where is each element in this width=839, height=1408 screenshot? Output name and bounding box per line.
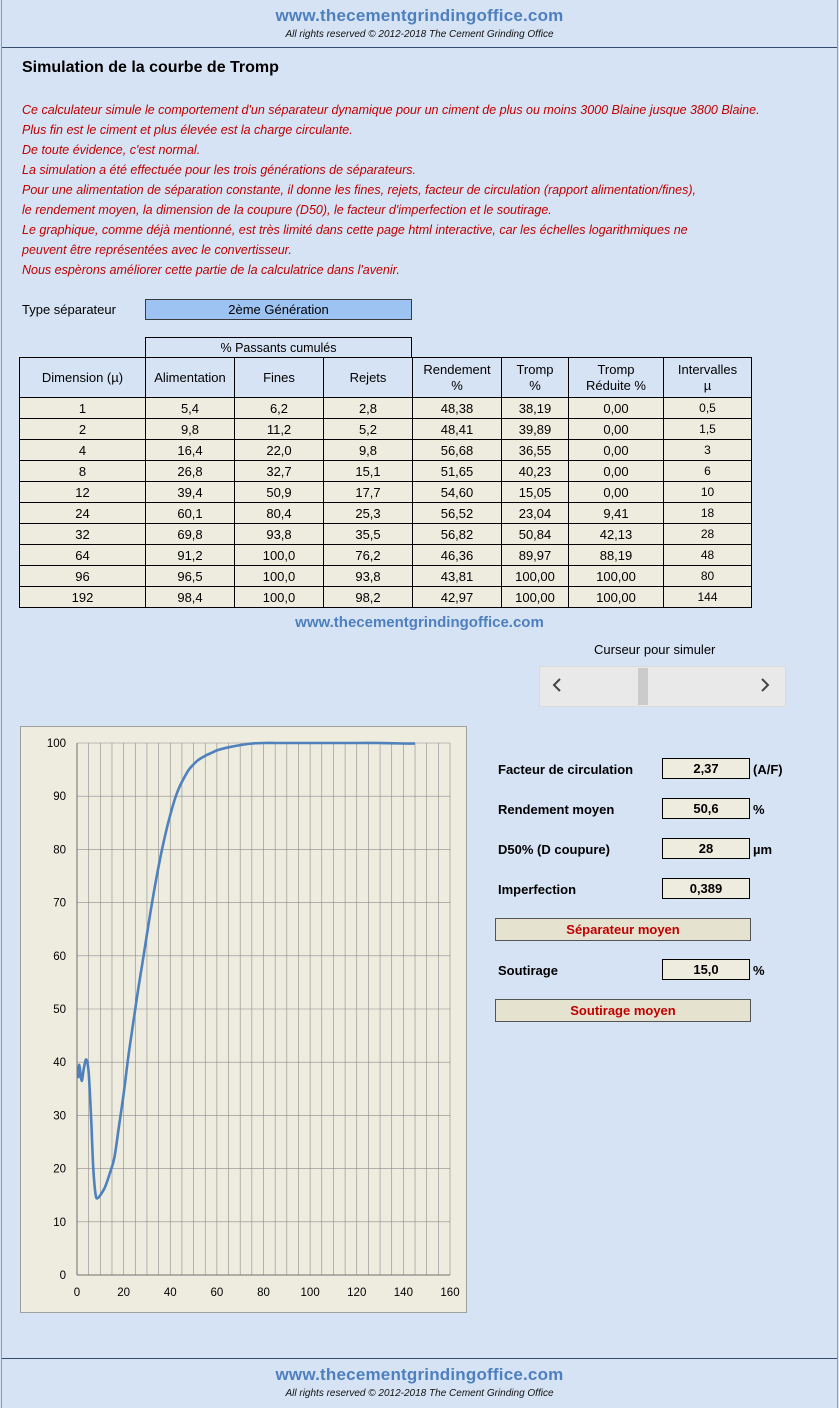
col-tromp-reduite: Tromp Réduite %: [569, 358, 664, 398]
circulation-value: 2,37: [662, 758, 750, 779]
table-cell: 38,19: [502, 398, 569, 419]
table-row: [20, 524, 752, 545]
table-row: [20, 545, 752, 566]
table-cell: 0,00: [569, 419, 664, 440]
table-cell: 56,82: [413, 524, 502, 545]
table-cell: 32,7: [235, 461, 324, 482]
table-row: [20, 419, 752, 440]
cursor-label: Curseur pour simuler: [594, 642, 716, 657]
slider-thumb[interactable]: [638, 668, 648, 705]
table-cell: 5,4: [146, 398, 235, 419]
y-tick-label: 0: [59, 1270, 66, 1282]
table-row: [20, 482, 752, 503]
soutirage-moyen-button[interactable]: Soutirage moyen: [495, 999, 751, 1022]
y-tick-label: 30: [53, 1110, 66, 1123]
table-cell: 69,8: [146, 524, 235, 545]
separateur-moyen-button[interactable]: Séparateur moyen: [495, 918, 751, 941]
intro-line: La simulation a été effectuée pour les trois générations de séparateurs.: [22, 163, 416, 177]
col-dimension: Dimension (µ): [20, 358, 146, 398]
table-cell: 4: [20, 440, 146, 461]
site-link[interactable]: www.thecementgrindingoffice.com: [275, 6, 564, 25]
imperfection-label: Imperfection: [498, 882, 577, 897]
table-cell: 42,97: [413, 587, 502, 608]
x-tick-label: 0: [73, 1287, 81, 1299]
table-header-row: [20, 358, 752, 398]
circulation-unit: (A/F): [753, 762, 783, 777]
col-alimentation: Alimentation: [146, 358, 235, 398]
table-cell: 100,00: [569, 566, 664, 587]
table-cell: 9,8: [324, 440, 413, 461]
table-cell: 1: [20, 398, 146, 419]
col-rendement: Rendement %: [413, 358, 502, 398]
table-row: [20, 503, 752, 524]
page-title: Simulation de la courbe de Tromp: [22, 59, 279, 76]
d50-label: D50% (D coupure): [498, 842, 610, 857]
mid-site-link[interactable]: www.thecementgrindingoffice.com: [295, 614, 544, 631]
y-tick-label: 80: [53, 844, 66, 857]
intro-line: Le graphique, comme déjà mentionné, est très limité dans cette page html interactive, car les échelles logarithmiques ne: [22, 223, 688, 237]
table-cell: 23,04: [502, 503, 569, 524]
table-cell: 39,4: [146, 482, 235, 503]
col-rejets: Rejets: [324, 358, 413, 398]
table-cell: 0,00: [569, 398, 664, 419]
simulation-slider[interactable]: [539, 666, 786, 707]
x-tick-label: 140: [393, 1287, 413, 1299]
table-cell: 9,41: [569, 503, 664, 524]
table-cell: 100,0: [235, 587, 324, 608]
x-tick-label: 100: [300, 1287, 320, 1299]
intro-line: peuvent être représentées avec le convertisseur.: [22, 243, 292, 257]
soutirage-unit: %: [753, 963, 765, 978]
separator-type-select[interactable]: 2ème Génération: [145, 299, 412, 320]
table-cell: 26,8: [146, 461, 235, 482]
intro-line: Nous espèrons améliorer cette partie de la calculatrice dans l'avenir.: [22, 263, 400, 277]
table-cell: 42,13: [569, 524, 664, 545]
table-cell: 36,55: [502, 440, 569, 461]
table-cell: 144: [664, 587, 752, 608]
table-cell: 91,2: [146, 545, 235, 566]
x-tick-label: 80: [257, 1287, 270, 1299]
x-tick-label: 120: [347, 1287, 367, 1299]
table-cell: 25,3: [324, 503, 413, 524]
table-cell: 93,8: [235, 524, 324, 545]
table-cell: 64: [20, 545, 146, 566]
y-tick-label: 50: [53, 1004, 66, 1016]
y-tick-label: 90: [53, 791, 66, 804]
table-cell: 43,81: [413, 566, 502, 587]
intro-line: Pour une alimentation de séparation constante, il donne les fines, rejets, facteur de circulation (rapport alimentation/fines),: [22, 183, 696, 197]
table-row: [20, 398, 752, 419]
table-cell: 100,0: [235, 566, 324, 587]
header: [2, 0, 837, 48]
intro-line: De toute évidence, c'est normal.: [22, 143, 201, 157]
imperfection-value: 0,389: [662, 878, 750, 899]
table-cell: 80,4: [235, 503, 324, 524]
table-cell: 100,00: [569, 587, 664, 608]
table-cell: 3: [664, 440, 752, 461]
rendement-unit: %: [753, 802, 765, 817]
table-cell: 96,5: [146, 566, 235, 587]
table-cell: 2,8: [324, 398, 413, 419]
table-cell: 89,97: [502, 545, 569, 566]
footer-site-link[interactable]: www.thecementgrindingoffice.com: [275, 1365, 564, 1384]
table-cell: 6,2: [235, 398, 324, 419]
table-cell: 10: [664, 482, 752, 503]
intro-line: le rendement moyen, la dimension de la coupure (D50), le facteur d'imperfection et le soutirage.: [22, 203, 552, 217]
d50-unit: µm: [753, 842, 773, 857]
table-cell: 0,5: [664, 398, 752, 419]
table-cell: 60,1: [146, 503, 235, 524]
table-cell: 93,8: [324, 566, 413, 587]
rendement-value: 50,6: [662, 798, 750, 819]
tromp-chart-svg: [21, 727, 468, 1314]
table-cell: 96: [20, 566, 146, 587]
table-cell: 98,2: [324, 587, 413, 608]
d50-value: 28: [662, 838, 750, 859]
col-tromp: Tromp %: [502, 358, 569, 398]
table-cell: 51,65: [413, 461, 502, 482]
table-cell: 100,00: [502, 566, 569, 587]
chevron-left-icon[interactable]: [552, 677, 562, 697]
table-cell: 39,89: [502, 419, 569, 440]
table-cell: 1,5: [664, 419, 752, 440]
table-cell: 56,68: [413, 440, 502, 461]
table-cell: 9,8: [146, 419, 235, 440]
table-cell: 32: [20, 524, 146, 545]
y-tick-label: 100: [46, 738, 66, 750]
table-cell: 6: [664, 461, 752, 482]
table-cell: 18: [664, 503, 752, 524]
table-cell: 0,00: [569, 461, 664, 482]
col-fines: Fines: [235, 358, 324, 398]
soutirage-value: 15,0: [662, 959, 750, 980]
table-cell: 100,0: [235, 545, 324, 566]
table-cell: 2: [20, 419, 146, 440]
table-cell: 24: [20, 503, 146, 524]
y-tick-label: 70: [53, 897, 66, 910]
table-cell: 56,52: [413, 503, 502, 524]
results-table: [19, 357, 752, 608]
circulation-label: Facteur de circulation: [498, 762, 634, 777]
table-cell: 100,00: [502, 587, 569, 608]
table-cell: 0,00: [569, 482, 664, 503]
intro-line: Plus fin est le ciment et plus élevée est la charge circulante.: [22, 123, 353, 137]
table-cell: 80: [664, 566, 752, 587]
table-cell: 16,4: [146, 440, 235, 461]
passing-group-header: % Passants cumulés: [145, 337, 412, 358]
tromp-chart: [20, 726, 467, 1313]
footer: [2, 1358, 837, 1408]
table-cell: 11,2: [235, 419, 324, 440]
y-tick-label: 40: [53, 1057, 66, 1070]
table-cell: 46,36: [413, 545, 502, 566]
table-cell: 88,19: [569, 545, 664, 566]
table-cell: 50,9: [235, 482, 324, 503]
table-cell: 40,23: [502, 461, 569, 482]
intro-line: Ce calculateur simule le comportement d'un séparateur dynamique pour un ciment de plus ou moins 3000 Blaine jusque 3800 Blaine.: [22, 103, 760, 117]
chevron-right-icon[interactable]: [760, 677, 770, 697]
table-cell: 48,41: [413, 419, 502, 440]
col-intervalles: Intervalles µ: [664, 358, 752, 398]
table-cell: 15,1: [324, 461, 413, 482]
intro-text: [22, 100, 832, 280]
soutirage-label: Soutirage: [498, 963, 558, 978]
table-cell: 8: [20, 461, 146, 482]
rights-text: All rights reserved © 2012-2018 The Cement Grinding Office: [285, 29, 554, 40]
table-cell: 35,5: [324, 524, 413, 545]
table-cell: 98,4: [146, 587, 235, 608]
y-tick-label: 10: [53, 1216, 66, 1229]
table-row: [20, 440, 752, 461]
table-cell: 48,38: [413, 398, 502, 419]
table-cell: 0,00: [569, 440, 664, 461]
table-row: [20, 587, 752, 608]
table-cell: 54,60: [413, 482, 502, 503]
table-cell: 5,2: [324, 419, 413, 440]
x-tick-label: 160: [440, 1287, 460, 1299]
x-tick-label: 40: [163, 1287, 177, 1299]
table-cell: 12: [20, 482, 146, 503]
table-cell: 48: [664, 545, 752, 566]
table-row: [20, 566, 752, 587]
table-cell: 17,7: [324, 482, 413, 503]
table-cell: 76,2: [324, 545, 413, 566]
table-cell: 22,0: [235, 440, 324, 461]
tromp-curve: [78, 743, 415, 1198]
table-row: [20, 461, 752, 482]
x-tick-label: 60: [210, 1287, 224, 1299]
rendement-label: Rendement moyen: [498, 802, 615, 817]
x-tick-label: 20: [117, 1287, 131, 1299]
table-cell: 192: [20, 587, 146, 608]
table-cell: 15,05: [502, 482, 569, 503]
table-cell: 50,84: [502, 524, 569, 545]
y-tick-label: 60: [53, 950, 66, 963]
y-tick-label: 20: [53, 1163, 66, 1176]
separator-type-label: Type séparateur: [22, 302, 116, 317]
footer-rights-text: All rights reserved © 2012-2018 The Cement Grinding Office: [285, 1388, 554, 1399]
table-cell: 28: [664, 524, 752, 545]
